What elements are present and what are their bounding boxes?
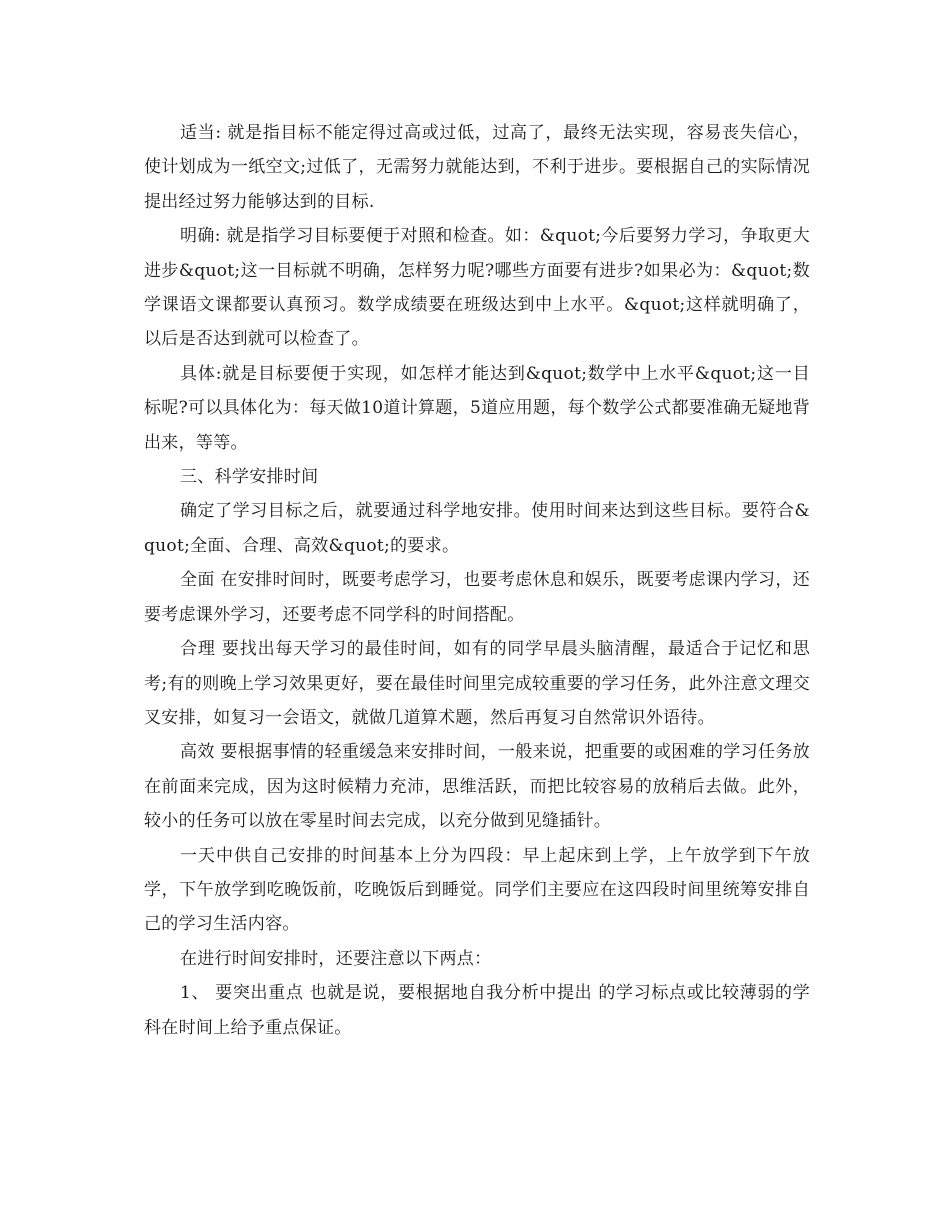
paragraph-suitable: 适当: 就是指目标不能定得过高或过低，过高了，最终无法实现，容易丧失信心，使计划成为一纸空文;过低了，无需努力就能达到，不利于进步。要根据自己的实际情况提出经过努力能够达到的目标. [144, 123, 810, 212]
list-item-1: 1、 要突出重点 也就是说，要根据地自我分析中提出 的学习标点或比较薄弱的学科在时间上给予重点保证。 [144, 983, 810, 1038]
paragraph-specific: 具体:就是目标要便于实现，如怎样才能达到&quot;数学中上水平&quot;这一目标呢?可以具体化为：每天做10道计算题，5道应用题，每个数学公式都要准确无疑地背出来，等等。 [144, 363, 810, 453]
paragraph-four-periods: 一天中供自己安排的时间基本上分为四段：早上起床到上学，上午放学到下午放学，下午放学到吃晚饭前，吃晚饭后到睡觉。同学们主要应在这四段时间里统筹安排自己的学习生活内容。 [144, 845, 810, 935]
paragraph-two-points: 在进行时间安排时，还要注意以下两点： [180, 948, 492, 969]
paragraph-reasonable: 合理 要找出每天学习的最佳时间，如有的同学早晨头脑清醒，最适合于记忆和思考;有的则晚上学习效果更好，要在最佳时间里完成较重要的学习任务，此外注意文理交叉安排，如复习一会语文，就做几道算术题，然后再复习自然常识外语待。 [144, 639, 810, 728]
section-heading-time-arrangement: 三、科学安排时间 [180, 467, 319, 488]
paragraph-comprehensive: 全面 在安排时间时，既要考虑学习，也要考虑休息和娱乐，既要考虑课内学习，还要考虑课外学习，还要考虑不同学科的时间搭配。 [144, 570, 810, 625]
paragraph-intro-time: 确定了学习目标之后，就要通过科学地安排。使用时间来达到这些目标。要符合&quot;全面、合理、高效&quot;的要求。 [144, 501, 810, 556]
document-body [144, 116, 810, 1045]
paragraph-clear: 明确: 就是指学习目标要便于对照和检查。如：&quot;今后要努力学习，争取更大进步&quot;这一目标就不明确，怎样努力呢?哪些方面要有进步?如果必为：&quot;数学课语文课都要认真预习。数学成绩要在班级达到中上水平。&quot;这样就明确了，以后是否达到就可以检查了。 [144, 226, 810, 350]
paragraph-efficient: 高效 要根据事情的轻重缓急来安排时间，一般来说，把重要的或困难的学习任务放在前面来完成，因为这时候精力充沛，思维活跃，而把比较容易的放稍后去做。此外，较小的任务可以放在零星时间去完成，以充分做到见缝插针。 [144, 742, 810, 832]
